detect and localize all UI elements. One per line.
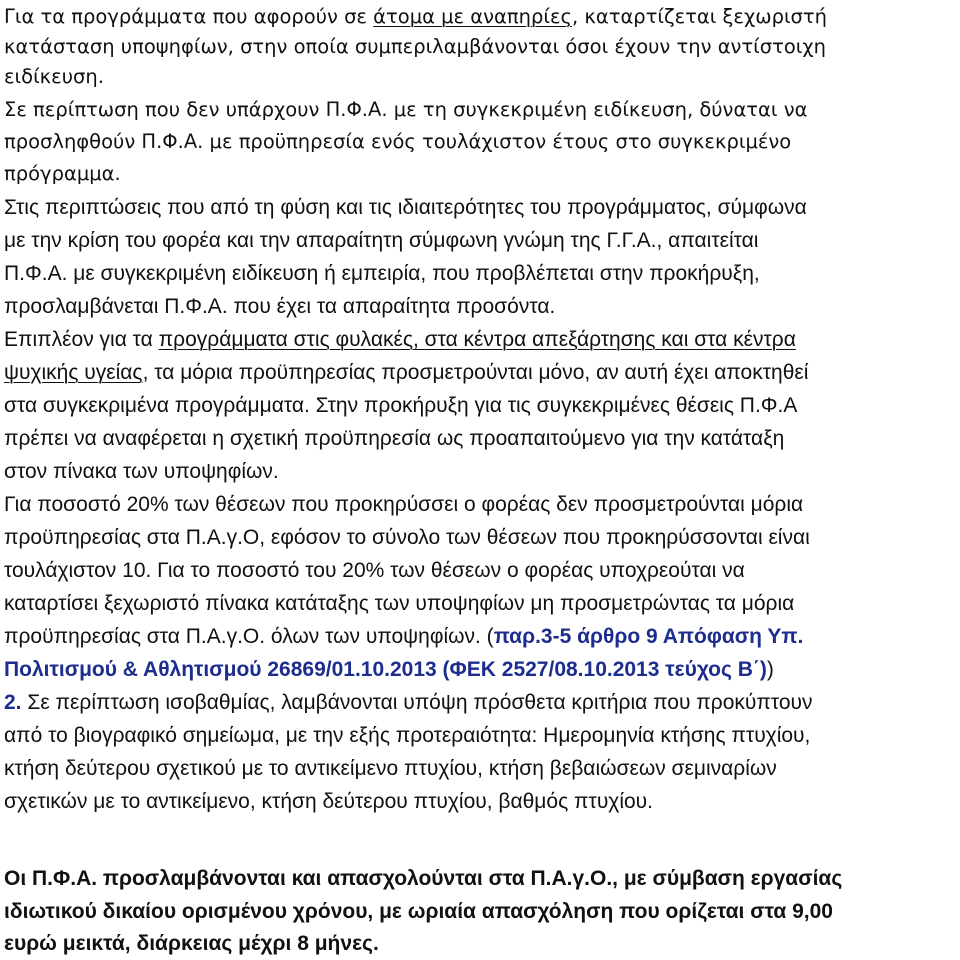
text-line: στον πίνακα των υποψηφίων.	[4, 460, 279, 483]
text-line: προϋπηρεσίας στα Π.Α.γ.Ο, εφόσον το σύνολο των θέσεων που προκηρύσσονται είναι	[4, 526, 810, 549]
text-line: ειδίκευση.	[4, 65, 104, 88]
text-line: Σε περίπτωση που δεν υπάρχουν Π.Φ.Α. με τη συγκεκριμένη ειδίκευση, δύναται να	[4, 98, 808, 121]
text-line: κτήση δεύτερου σχετικού με το αντικείμενο πτυχίου, κτήση βεβαιώσεων σεμιναρίων	[4, 757, 777, 780]
text-line	[4, 358, 956, 387]
text-span: , καταρτίζεται ξεχωριστή	[571, 5, 828, 28]
underlined-phrase: άτομα με αναπηρίες	[373, 5, 572, 28]
text-span: , τα μόρια προϋπηρεσίας προσμετρούνται μόνο, αν αυτή έχει αποκτηθεί	[142, 361, 809, 384]
legal-reference: Πολιτισμού & Αθλητισμού 26869/01.10.2013 (ΦΕΚ 2527/08.10.2013 τεύχος Β΄)	[4, 658, 767, 681]
text-span: Για τα προγράμματα που αφορούν σε	[4, 5, 374, 28]
underlined-phrase: ψυχικής υγείας	[4, 361, 143, 384]
legal-reference: παρ.3-5 άρθρο 9 Απόφαση Υπ.	[493, 625, 804, 648]
text-line	[4, 2, 956, 31]
text-line: κατάσταση υποψηφίων, στην οποία συμπεριλαμβάνονται όσοι έχουν την αντίστοιχη	[4, 35, 827, 58]
text-line: προσλαμβάνεται Π.Φ.Α. που έχει τα απαραίτητα προσόντα.	[4, 295, 556, 318]
closing-line: ιδιωτικού δικαίου ορισμένου χρόνου, με ωριαία απασχόληση που ορίζεται στα 9,00	[4, 900, 833, 923]
text-line	[4, 655, 956, 684]
text-line	[4, 688, 956, 717]
text-line: προσληφθούν Π.Φ.Α. με προϋπηρεσία ενός τουλάχιστον έτους στο συγκεκριμένο	[4, 130, 792, 153]
text-span: προϋπηρεσίας στα Π.Α.γ.Ο. όλων των υποψηφίων. (	[4, 625, 494, 648]
text-line: από το βιογραφικό σημείωμα, με την εξής προτεραιότητα: Ημερομηνία κτήσης πτυχίου,	[4, 724, 811, 747]
text-line: με την κρίση του φορέα και την απαραίτητη σύμφωνη γνώμη της Γ.Γ.Α., απαιτείται	[4, 229, 759, 252]
text-line: καταρτίσει ξεχωριστό πίνακα κατάταξης των υποψηφίων μη προσμετρώντας τα μόρια	[4, 592, 795, 615]
closing-line: Οι Π.Φ.Α. προσλαμβάνονται και απασχολούνται στα Π.Α.γ.Ο., με σύμβαση εργασίας	[4, 867, 843, 890]
text-line: τουλάχιστον 10. Για το ποσοστό του 20% των θέσεων ο φορέας υποχρεούται να	[4, 559, 745, 582]
text-line: στα συγκεκριμένα προγράμματα. Στην προκήρυξη για τις συγκεκριμένες θέσεις Π.Φ.Α	[4, 394, 798, 417]
text-line	[4, 622, 956, 651]
text-line	[4, 325, 956, 354]
text-span: )	[766, 658, 774, 681]
text-line: πρέπει να αναφέρεται η σχετική προϋπηρεσία ως προαπαιτούμενο για την κατάταξη	[4, 427, 785, 450]
closing-line: ευρώ μεικτά, διάρκειας μέχρι 8 μήνες.	[4, 932, 379, 955]
item-number: 2.	[4, 691, 22, 714]
text-line: Π.Φ.Α. με συγκεκριμένη ειδίκευση ή εμπειρία, που προβλέπεται στην προκήρυξη,	[4, 262, 760, 285]
text-line: Στις περιπτώσεις που από τη φύση και τις ιδιαιτερότητες του προγράμματος, σύμφωνα	[4, 196, 807, 219]
text-line: σχετικών με το αντικείμενο, κτήση δεύτερου πτυχίου, βαθμός πτυχίου.	[4, 790, 653, 813]
text-line: Για ποσοστό 20% των θέσεων που προκηρύσσει ο φορέας δεν προσμετρούνται μόρια	[4, 493, 804, 516]
text-span: Επιπλέον για τα	[4, 328, 159, 351]
text-span: Σε περίπτωση ισοβαθμίας, λαμβάνονται υπόψη πρόσθετα κριτήρια που προκύπτουν	[21, 691, 813, 714]
text-line: πρόγραμμα.	[4, 162, 121, 185]
underlined-phrase: προγράμματα στις φυλακές, στα κέντρα απεξάρτησης και στα κέντρα	[158, 328, 796, 351]
